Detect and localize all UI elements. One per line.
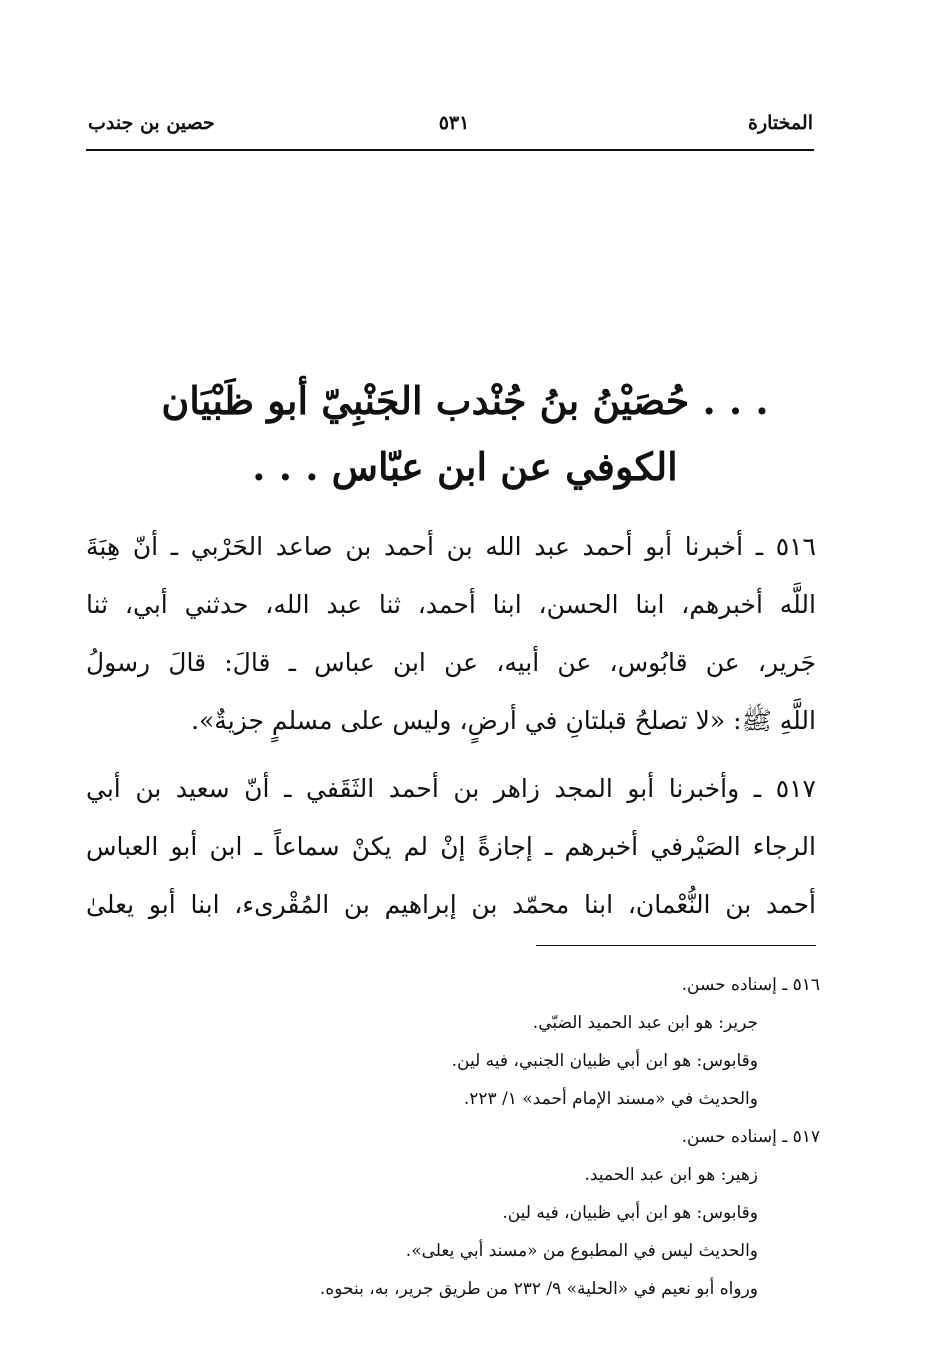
page-number: ٥٣١ xyxy=(438,112,470,134)
header-rule xyxy=(86,149,814,151)
footnote-rule xyxy=(536,945,816,946)
footnote-line: وقابوس: هو ابن أبي ظبيان، فيه لين. xyxy=(502,1203,758,1223)
footnote-line: زهير: هو ابن عبد الحميد. xyxy=(584,1165,758,1185)
main-text xyxy=(86,518,816,934)
section-title-line-1: . . . حُصَيْنُ بنُ جُنْدب الجَنْبِيّ أبو ظَبْيَان xyxy=(161,378,769,423)
text-line: اللَّه أخبرهم، ابنا الحسن، ابنا أحمد، ثنا عبد الله، حدثني أبي، ثنا xyxy=(86,590,816,619)
text-line: ٥١٦ ـ أخبرنا أبو أحمد عبد الله بن أحمد بن صاعد الحَرْبي ـ أنّ هِبَةَ xyxy=(86,532,816,561)
text-line: أحمد بن النُّعْمان، ابنا محمّد بن إبراهيم بن المُقْرىء، ابنا أبو يعلىٰ xyxy=(86,890,816,919)
running-header-book-title: المختارة xyxy=(748,112,813,134)
paragraph-gap xyxy=(86,750,816,760)
footnotes xyxy=(240,966,820,1308)
footnote-line: والحديث ليس في المطبوع من «مسند أبي يعلى». xyxy=(405,1241,758,1261)
footnote-line: وقابوس: هو ابن أبي ظبيان الجنبي، فيه لين. xyxy=(451,1051,758,1071)
running-header-chapter: حصين بن جندب xyxy=(88,112,215,134)
footnote-heading: ٥١٧ ـ إسناده حسن. xyxy=(681,1127,820,1147)
footnote-line: جرير: هو ابن عبد الحميد الضبّي. xyxy=(532,1013,758,1033)
footnote-line: والحديث في «مسند الإمام أحمد» ١/ ٢٢٣. xyxy=(463,1089,758,1109)
section-title-line-2: الكوفي عن ابن عبّاس . . . xyxy=(252,444,678,489)
footnote-heading: ٥١٦ ـ إسناده حسن. xyxy=(681,975,820,995)
text-line: جَرير، عن قابُوس، عن أبيه، عن ابن عباس ـ قالَ: قالَ رسولُ xyxy=(86,648,816,677)
footnote-line: ورواه أبو نعيم في «الحلية» ٩/ ٢٣٢ من طريق جرير، به، بنحوه. xyxy=(319,1279,758,1299)
text-line: اللَّهِ ﷺ: «لا تصلحُ قبلتانِ في أرضٍ، وليس على مسلمٍ جزيةٌ». xyxy=(191,706,816,735)
text-line: ٥١٧ ـ وأخبرنا أبو المجد زاهر بن أحمد الثَقَفي ـ أنّ سعيد بن أبي xyxy=(86,774,816,803)
text-line: الرجاء الصَيْرفي أخبرهم ـ إجازةً إنْ لم يكنْ سماعاً ـ ابن أبو العباس xyxy=(86,832,816,861)
